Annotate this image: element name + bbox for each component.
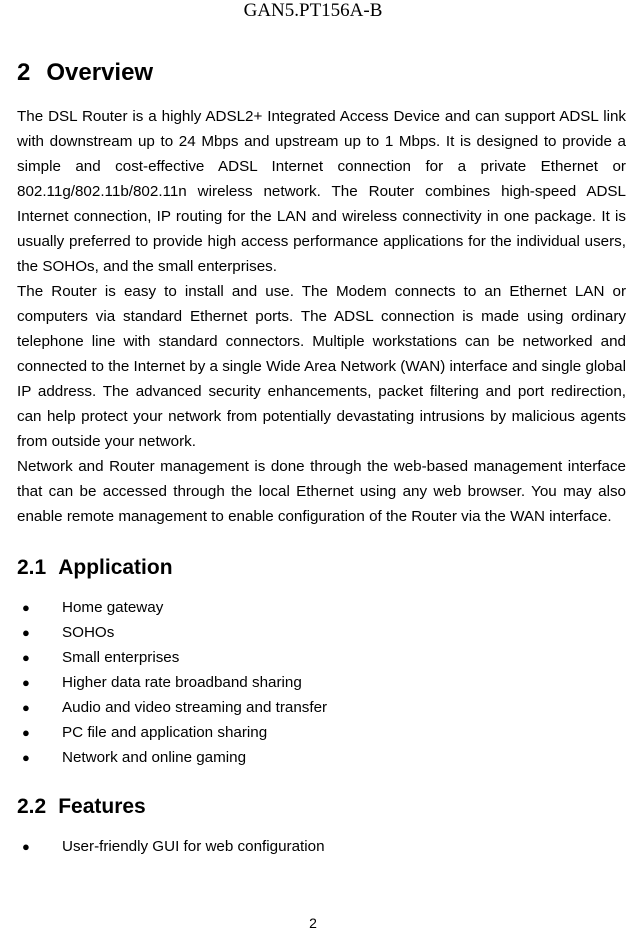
list-item-text: User-friendly GUI for web configuration <box>62 838 325 855</box>
features-heading <box>17 794 626 820</box>
bullet-icon: ● <box>22 600 30 615</box>
bullet-icon: ● <box>22 839 30 854</box>
overview-body <box>17 104 626 529</box>
list-item-text: Audio and video streaming and transfer <box>62 699 328 716</box>
list-item-text: Small enterprises <box>62 649 180 666</box>
bullet-icon: ● <box>22 700 30 715</box>
overview-paragraph: The Router is easy to install and use. The Modem connects to an Ethernet LAN or computers via standard Ethernet ports. The ADSL connection is made using ordinary telephone line with standard connectors. Multiple workstations can be networked and connected to the Internet by a single Wide Area Network (WAN) interface and single global IP address. The advanced security enhancements, packet filtering and port redirection, can help protect your network from potentially devastating intrusions by malicious agents from outside your network. <box>17 283 626 450</box>
list-item-text: Higher data rate broadband sharing <box>62 674 302 691</box>
list-item <box>17 745 626 770</box>
application-title: Application <box>58 556 173 579</box>
bullet-icon: ● <box>22 650 30 665</box>
page-number: 2 <box>309 915 317 931</box>
list-item-text: Network and online gaming <box>62 749 247 766</box>
bullet-icon: ● <box>22 675 30 690</box>
overview-heading <box>17 56 626 90</box>
bullet-icon: ● <box>22 750 30 765</box>
application-heading <box>17 555 626 581</box>
list-item-text: SOHOs <box>62 624 115 641</box>
features-list <box>17 834 626 859</box>
overview-paragraph: Network and Router management is done through the web-based management interface that can be accessed through the local Ethernet using any web browser. You may also enable remote management to enable configuration of the Router via the WAN interface. <box>17 458 626 525</box>
application-number: 2.1 <box>17 556 47 579</box>
list-item <box>17 720 626 745</box>
document-header: GAN5.PT156A-B <box>243 0 383 21</box>
page-content <box>17 56 626 859</box>
bullet-icon: ● <box>22 725 30 740</box>
list-item-text: Home gateway <box>62 599 164 616</box>
bullet-icon: ● <box>22 625 30 640</box>
overview-paragraph: The DSL Router is a highly ADSL2+ Integrated Access Device and can support ADSL link with downstream up to 24 Mbps and upstream up to 1 Mbps. It is designed to provide a simple and cost-effective ADSL Internet connection for a private Ethernet or 802.11g/802.11b/802.11n wireless network. The Router combines high-speed ADSL Internet connection, IP routing for the LAN and wireless connectivity in one package. It is usually preferred to provide high access performance applications for the individual users, the SOHOs, and the small enterprises. <box>17 108 626 275</box>
list-item <box>17 670 626 695</box>
features-number: 2.2 <box>17 795 47 818</box>
list-item <box>17 595 626 620</box>
list-item <box>17 620 626 645</box>
overview-number: 2 <box>17 59 31 86</box>
list-item <box>17 834 626 859</box>
list-item <box>17 645 626 670</box>
application-list <box>17 595 626 770</box>
features-title: Features <box>58 795 146 818</box>
overview-title: Overview <box>46 59 154 86</box>
list-item-text: PC file and application sharing <box>62 724 268 741</box>
list-item <box>17 695 626 720</box>
